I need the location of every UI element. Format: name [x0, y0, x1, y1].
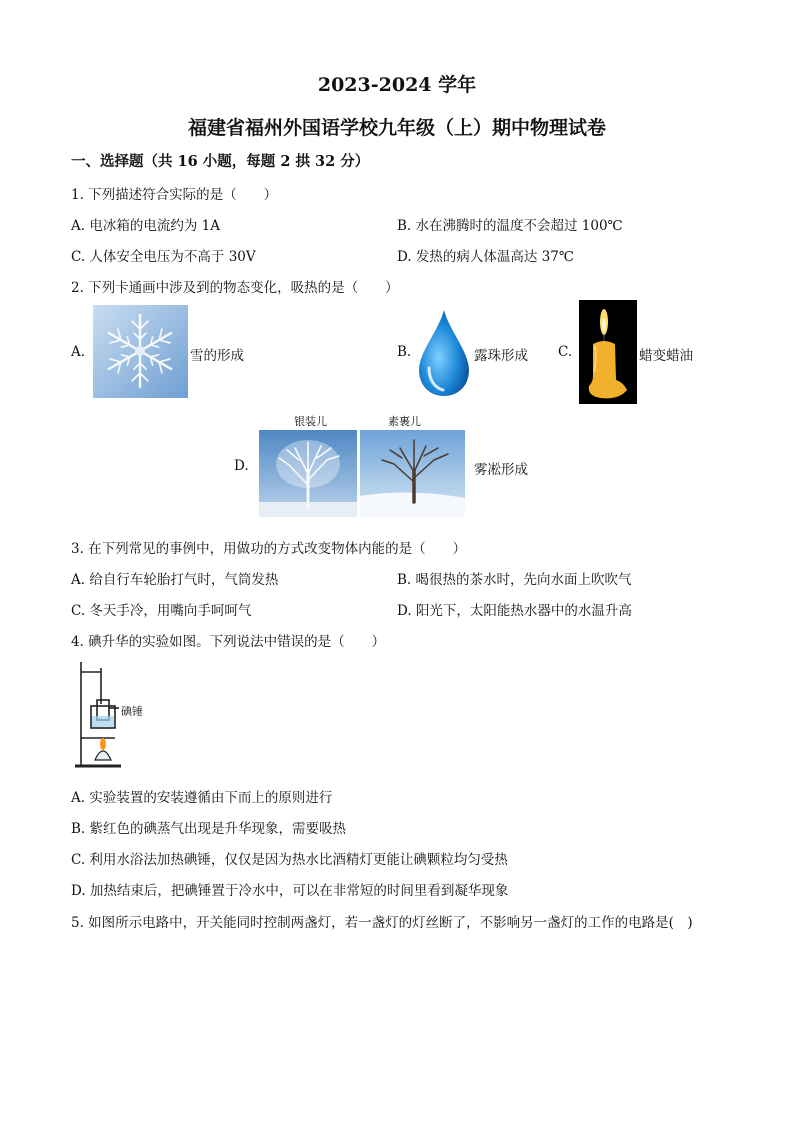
question-3-option-a: A. 给自行车轮胎打气时，气筒发热 [71, 572, 279, 588]
iodine-hammer-label: 碘锤 [121, 705, 143, 718]
question-2-letter-c: C. [558, 344, 573, 360]
question-1-option-c: C. 人体安全电压为不高于 30V [71, 249, 256, 265]
question-3-option-d: D. 阳光下，太阳能热水器中的水温升高 [397, 603, 632, 619]
question-1-option-d: D. 发热的病人体温高达 37℃ [397, 249, 574, 265]
question-5-stem: 5. 如图所示电路中，开关能同时控制两盏灯，若一盏灯的灯丝断了，不影响另一盏灯的工作的电路是( ) [71, 915, 693, 931]
question-2-letter-b: B. [397, 344, 412, 360]
question-4-option-c: C. 利用水浴法加热碘锤，仅仅是因为热水比酒精灯更能让碘颗粒均匀受热 [71, 852, 508, 868]
question-2-option-b-text: 露珠形成 [474, 348, 528, 364]
question-4-option-b: B. 紫红色的碘蒸气出现是升华现象，需要吸热 [71, 821, 347, 837]
question-4-option-a: A. 实验装置的安装遵循由下而上的原则进行 [71, 790, 333, 806]
question-3-option-c: C. 冬天手冷，用嘴向手呵呵气 [71, 603, 252, 619]
question-2-caption-1: 银装儿 [294, 415, 327, 428]
exam-year: 2023-2024 学年 [317, 74, 477, 96]
question-2-letter-a: A. [71, 344, 86, 360]
snowflake-image [93, 305, 188, 398]
snowy-tree-image [360, 430, 465, 517]
exam-title: 福建省福州外国语学校九年级（上）期中物理试卷 [187, 117, 606, 139]
question-3-option-b: B. 喝很热的茶水时，先向水面上吹吹气 [397, 572, 632, 588]
question-4-stem: 4. 碘升华的实验如图。下列说法中错误的是（ ） [71, 634, 386, 650]
question-4-option-d: D. 加热结束后，把碘锤置于冷水中，可以在非常短的时间里看到凝华现象 [71, 883, 509, 899]
question-2-option-a-text: 雪的形成 [190, 348, 244, 364]
question-2-option-d-text: 雾凇形成 [474, 462, 528, 478]
question-1-option-a: A. 电冰箱的电流约为 1A [71, 218, 220, 234]
question-2-stem: 2. 下列卡通画中涉及到的物态变化，吸热的是（ ） [71, 280, 399, 296]
candle-image [579, 300, 637, 404]
question-1-option-b: B. 水在沸腾时的温度不会超过 100℃ [397, 218, 623, 234]
section-heading: 一、选择题（共 16 小题，每题 2 拱 32 分） [71, 153, 370, 170]
question-3-stem: 3. 在下列常见的事例中，用做功的方式改变物体内能的是（ ） [71, 541, 467, 557]
question-2-letter-d: D. [234, 458, 249, 474]
water-drop-image [415, 308, 473, 398]
frosted-tree-image [259, 430, 357, 517]
question-1-stem: 1. 下列描述符合实际的是（ ） [71, 187, 278, 203]
question-2-caption-2: 素裹儿 [388, 415, 421, 428]
question-2-option-c-text: 蜡变蜡油 [639, 348, 693, 364]
